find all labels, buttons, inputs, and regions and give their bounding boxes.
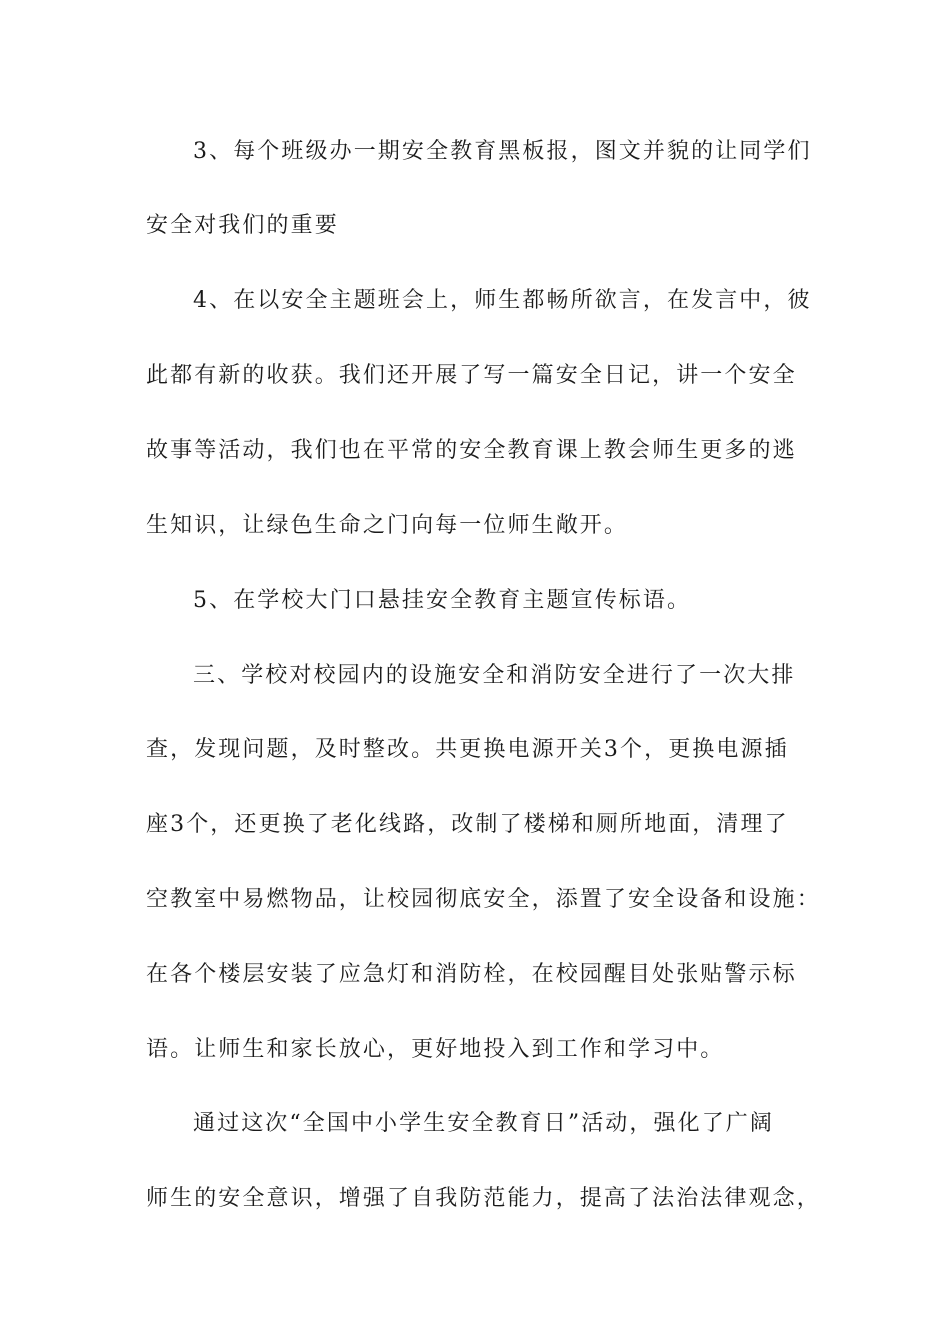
- text-line: 师生的安全意识，增强了自我防范能力，提高了法治法律观念，: [146, 1186, 821, 1211]
- text-line: 语。让师生和家长放心，更好地投入到工作和学习中。: [146, 1037, 725, 1062]
- text-line: 查，发现问题，及时整改。共更换电源开关3个，更换电源插: [146, 737, 789, 762]
- text-line: 在各个楼层安装了应急灯和消防栓，在校园醒目处张贴警示标: [146, 962, 797, 987]
- text-line: 5、在学校大门口悬挂安全教育主题宣传标语。: [193, 588, 692, 613]
- text-line: 座3个，还更换了老化线路，改制了楼梯和厕所地面，清理了: [146, 812, 789, 837]
- text-line: 3、每个班级办一期安全教育黑板报，图文并貌的让同学们: [193, 139, 812, 164]
- text-line: 通过这次“全国中小学生安全教育日”活动，强化了广阔: [193, 1111, 774, 1136]
- text-line: 三、学校对校园内的设施安全和消防安全进行了一次大排: [193, 663, 796, 688]
- text-line: 生知识，让绿色生命之门向每一位师生敞开。: [146, 513, 629, 538]
- text-line: 故事等活动，我们也在平常的安全教育课上教会师生更多的逃: [146, 438, 797, 463]
- text-line: 安全对我们的重要: [146, 213, 339, 238]
- text-line: 4、在以安全主题班会上，师生都畅所欲言，在发言中，彼: [193, 288, 812, 313]
- text-line: 此都有新的收获。我们还开展了写一篇安全日记，讲一个安全: [146, 363, 797, 388]
- text-line: 空教室中易燃物品，让校园彻底安全，添置了安全设备和设施：: [146, 887, 821, 912]
